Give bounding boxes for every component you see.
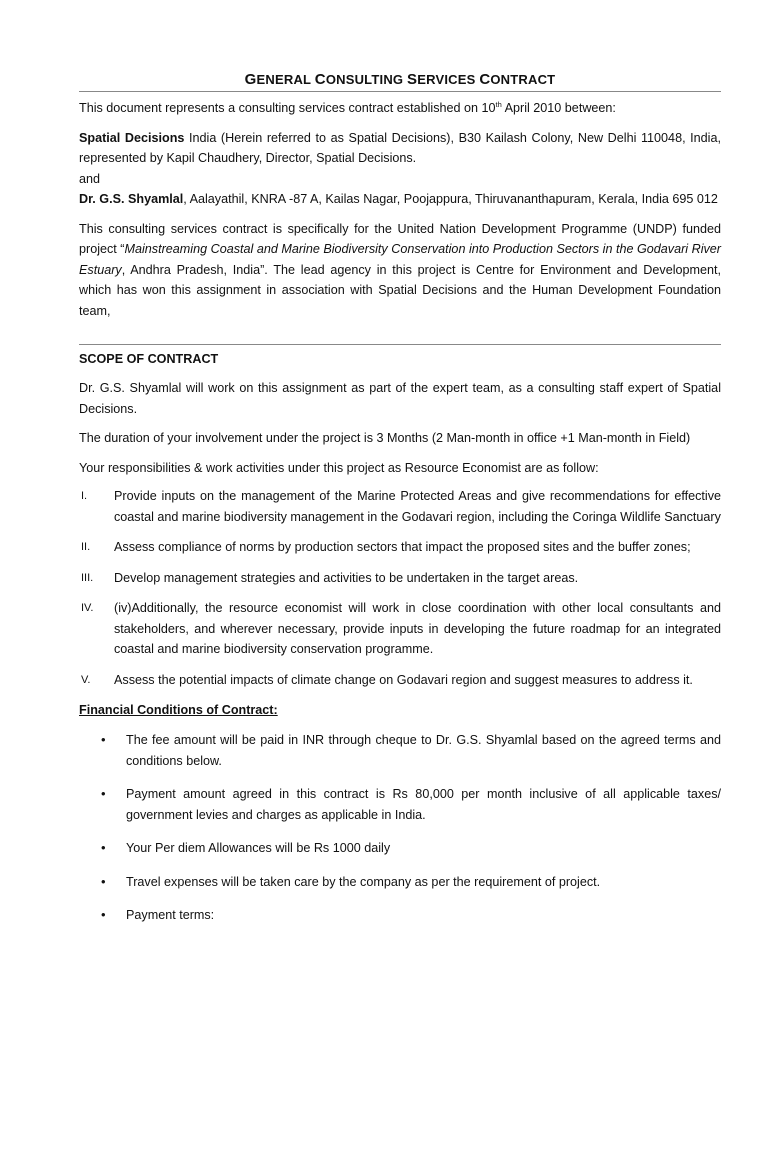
list-text: Assess compliance of norms by production sectors that impact the proposed sites and the buffer zones;: [114, 540, 691, 554]
scope-paragraph-3: Your responsibilities & work activities under this project as Resource Economist are as follow:: [79, 460, 599, 475]
bullet-item: [79, 905, 721, 926]
list-text: (iv)Additionally, the resource economist will work in close coordination with other local consultants and stakeholders, and wherever necessary, provide inputs in developing the future roadmap for an integrated coastal and marine biodiversity conservation programme.: [114, 601, 721, 656]
party-spatial-decisions: Spatial Decisions India (Herein referred to as Spatial Decisions), B30 Kailash Colony, New Delhi 110048, India, represented by Kapil Chaudhery, Director, Spatial Decisions.: [79, 130, 721, 165]
list-number: I.: [81, 490, 88, 502]
bullet-icon: •: [101, 732, 106, 747]
bullet-text: Payment terms:: [126, 908, 215, 922]
responsibilities-list: [79, 486, 721, 690]
bullet-icon: •: [101, 786, 106, 801]
and-word: and: [79, 171, 101, 186]
list-text: Provide inputs on the management of the Marine Protected Areas and give recommendations for effective coastal and marine biodiversity management in the Godavari region, including the Coringa Wildlife Sanctuary: [114, 489, 721, 524]
list-item: [79, 598, 721, 660]
scope-paragraph-1: Dr. G.S. Shyamlal will work on this assignment as part of the expert team, as a consulting staff expert of Spatial Decisions.: [79, 381, 721, 416]
party-shyamlal: Dr. G.S. Shyamlal, Aalayathil, KNRA -87 A, Kailas Nagar, Poojappura, Thiruvananthapuram, Kerala, India 695 012: [79, 192, 718, 206]
list-item: [79, 670, 721, 691]
list-number: V.: [81, 673, 91, 686]
list-item: [79, 486, 721, 527]
bullet-text: Travel expenses will be taken care by the company as per the requirement of project.: [126, 874, 601, 889]
list-item: [79, 568, 721, 589]
page-title: GENERAL CONSULTING SERVICES CONTRACT: [79, 71, 721, 92]
list-text: Assess the potential impacts of climate change on Godavari region and suggest measures to address it.: [114, 672, 693, 687]
bullet-text: Payment amount agreed in this contract is Rs 80,000 per month inclusive of all applicable taxes/ government levies and charges as applicable in India.: [126, 787, 721, 822]
list-number: IV.: [81, 602, 94, 614]
bullet-icon: •: [101, 907, 106, 922]
document-page: [0, 71, 768, 1158]
bullet-item: [79, 872, 721, 893]
section-divider: [79, 344, 721, 345]
bullet-item: [79, 730, 721, 771]
bullet-text: Your Per diem Allowances will be Rs 1000 daily: [126, 841, 391, 855]
list-text: Develop management strategies and activities to be undertaken in the target areas.: [114, 570, 579, 585]
financial-heading: Financial Conditions of Contract:: [79, 703, 278, 717]
bullet-icon: •: [101, 840, 106, 855]
parties-block: [79, 128, 721, 210]
scope-paragraph-2: The duration of your involvement under the project is 3 Months (2 Man-month in office +1 Man-month in Field): [79, 431, 691, 445]
bullet-text: The fee amount will be paid in INR through cheque to Dr. G.S. Shyamlal based on the agreed terms and conditions below.: [126, 733, 721, 768]
bullet-icon: •: [101, 873, 106, 889]
bullet-item: [79, 784, 721, 825]
list-number: III.: [81, 571, 94, 584]
list-number: II.: [81, 541, 91, 553]
intro-paragraph: This document represents a consulting services contract established on 10th April 2010 between:: [79, 100, 616, 115]
bullet-item: [79, 838, 721, 859]
project-paragraph: This consulting services contract is specifically for the United Nation Development Programme (UNDP) funded project “Mainstreaming Coastal and Marine Biodiversity Conservation into Production Sectors in the Godavari River Estuary, Andhra Pradesh, India”. The lead agency in this project is Centre for Environment and Development, which has won this assignment in association with Spatial Decisions and the Human Development Foundation team,: [79, 221, 721, 318]
scope-heading: SCOPE OF CONTRACT: [79, 352, 219, 366]
financial-list: [79, 730, 721, 926]
list-item: [79, 537, 721, 558]
